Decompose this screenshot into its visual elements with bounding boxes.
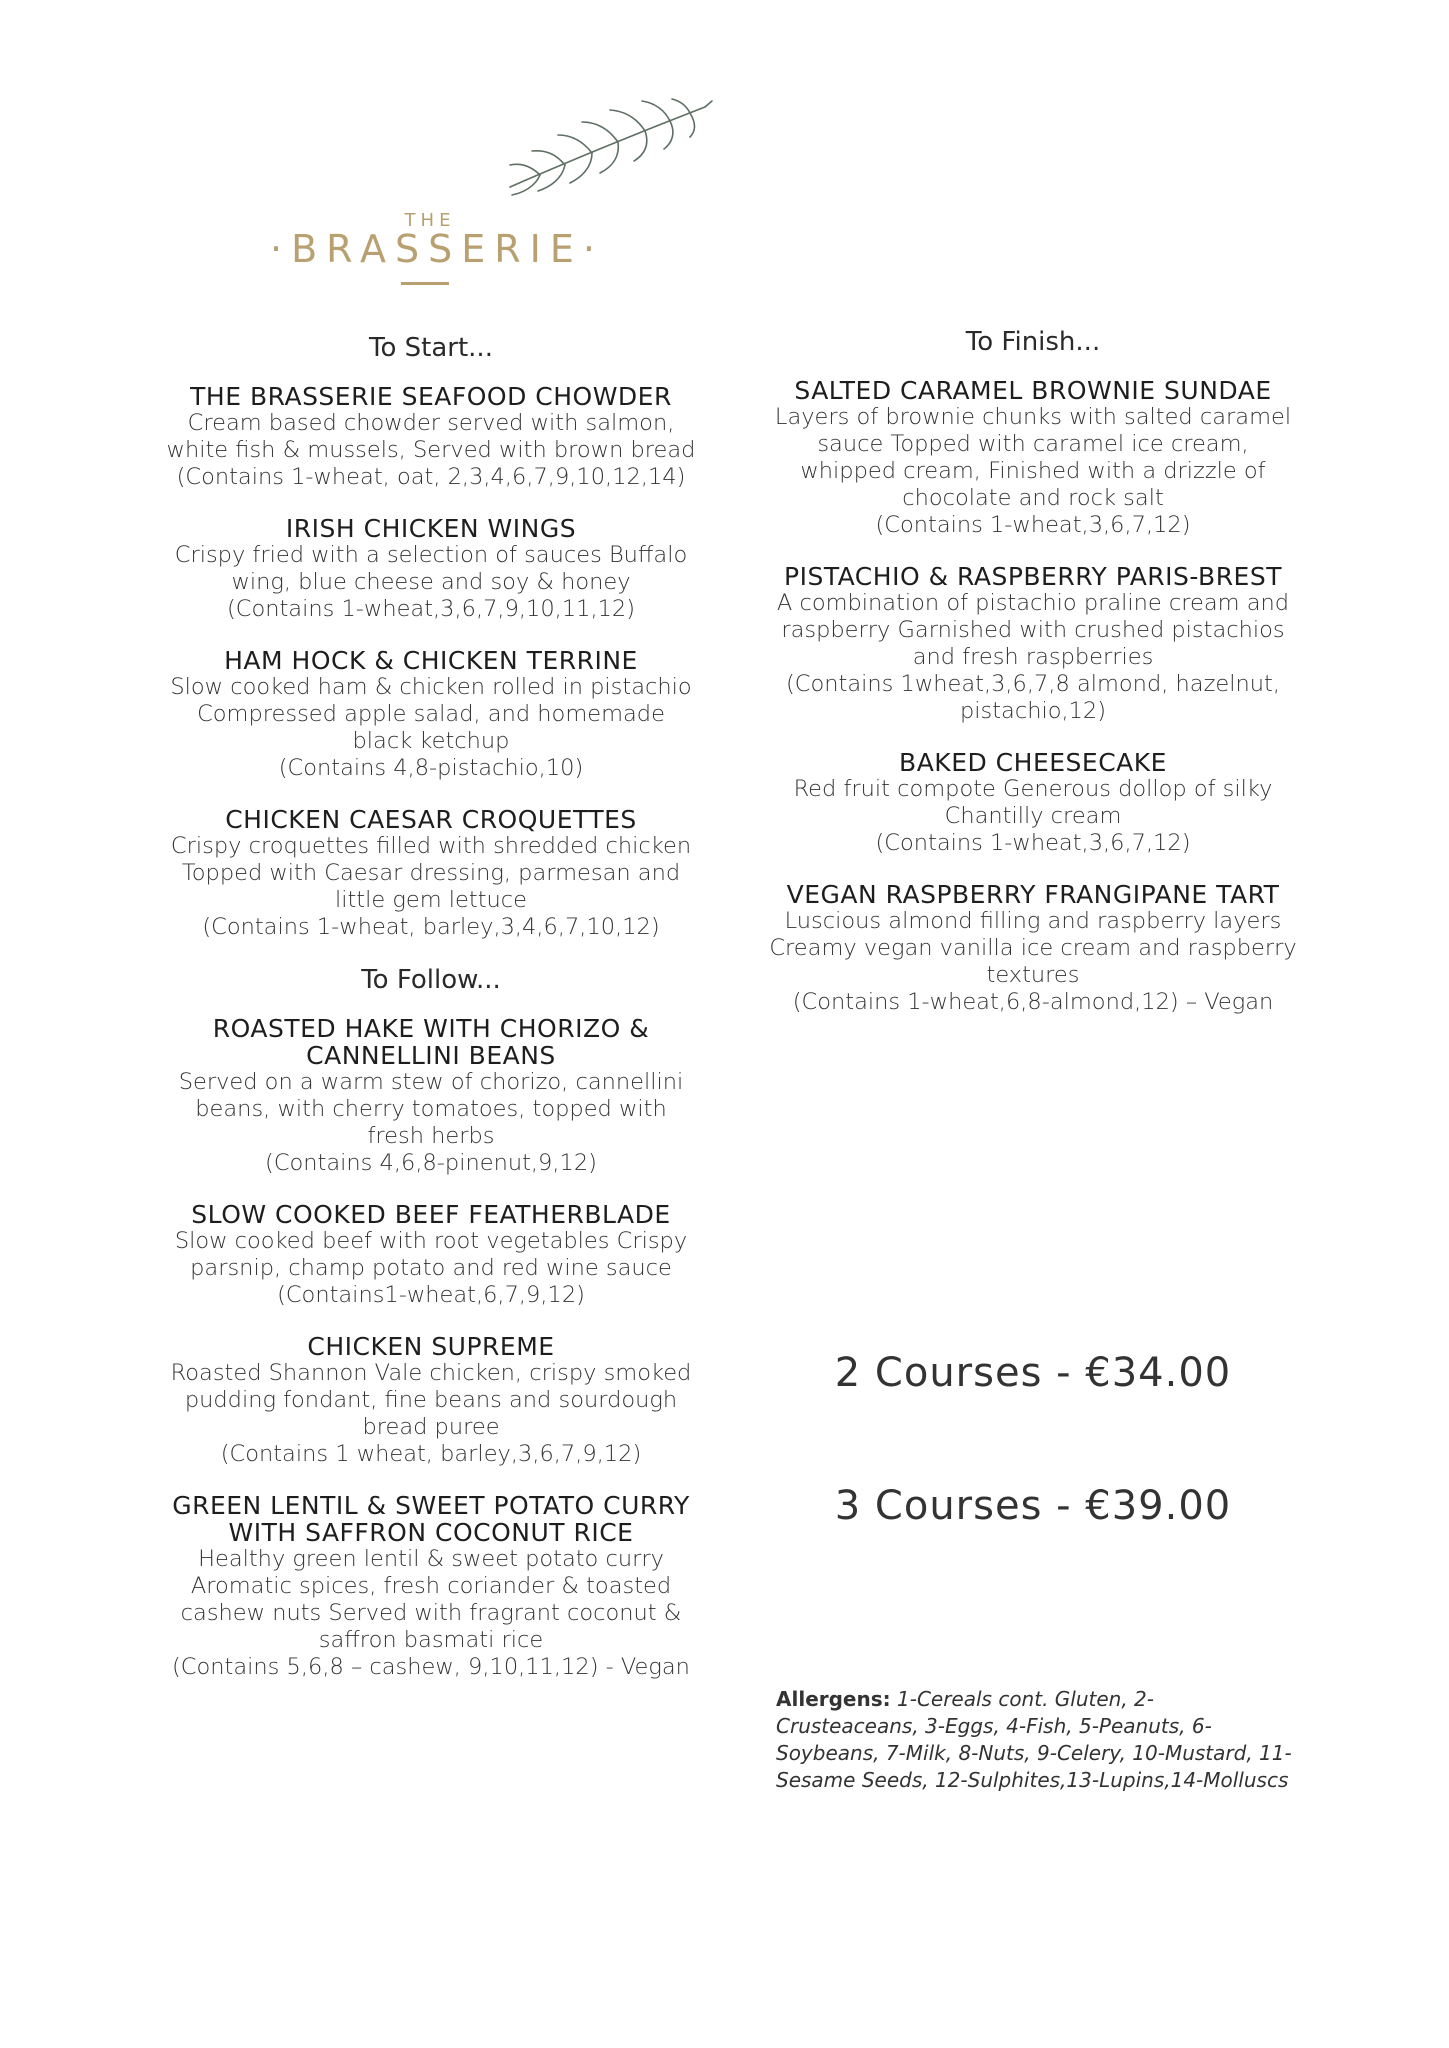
logo-underline bbox=[401, 282, 449, 285]
menu-item bbox=[166, 806, 696, 941]
dish-description: Red fruit compote Generous dollop of silky Chantilly cream bbox=[793, 776, 1273, 829]
dish-description: Luscious almond filling and raspberry layers Creamy vegan vanilla ice cream and raspberry textures bbox=[769, 908, 1297, 988]
left-column bbox=[166, 333, 696, 1705]
right-column bbox=[768, 327, 1298, 1040]
dish-allergens: (Contains 1 wheat, barley,3,6,7,9,12) bbox=[220, 1441, 642, 1467]
dish-name: THE BRASSERIE SEAFOOD CHOWDER bbox=[190, 382, 672, 411]
dish-name: PISTACHIO & RASPBERRY PARIS-BREST bbox=[784, 562, 1282, 591]
menu-item bbox=[768, 377, 1298, 539]
dish-allergens: (Contains 1-wheat,3,6,7,9,10,11,12) bbox=[226, 596, 636, 622]
menu-item bbox=[166, 647, 696, 782]
menu-item bbox=[166, 1333, 696, 1468]
brasserie-logo bbox=[270, 95, 710, 295]
dish-allergens: (Contains 5,6,8 – cashew, 9,10,11,12) - Vegan bbox=[172, 1654, 690, 1680]
logo-the: THE bbox=[404, 210, 456, 231]
dish-description: Slow cooked ham & chicken rolled in pistachio Compressed apple salad, and homemade black ketchup bbox=[170, 674, 692, 754]
dish-allergens: (Contains 4,6,8-pinenut,9,12) bbox=[265, 1150, 597, 1176]
dish-allergens: (Contains 1-wheat, oat, 2,3,4,6,7,9,10,12,14) bbox=[176, 464, 686, 490]
dish-allergens: (Contains 1-wheat, barley,3,4,6,7,10,12) bbox=[202, 914, 660, 940]
olive-sprig-icon bbox=[500, 95, 720, 205]
dish-name: ROASTED HAKE WITH CHORIZO & CANNELLINI BEANS bbox=[212, 1014, 650, 1070]
dish-description: A combination of pistachio praline cream and raspberry Garnished with crushed pistachios and fresh raspberries bbox=[776, 590, 1290, 670]
section-title-finish: To Finish... bbox=[965, 327, 1101, 357]
dish-description: Healthy green lentil & sweet potato curry Aromatic spices, fresh coriander & toasted cashew nuts Served with fragrant coconut & saffron basmati rice bbox=[180, 1546, 682, 1653]
dish-name: BAKED CHEESECAKE bbox=[899, 748, 1167, 777]
price-three-courses: 3 Courses - €39.00 bbox=[834, 1483, 1232, 1529]
menu-item bbox=[166, 515, 696, 623]
dish-description: Layers of brownie chunks with salted caramel sauce Topped with caramel ice cream, whipped cream, Finished with a drizzle of chocolate and rock salt bbox=[774, 404, 1292, 511]
menu-item bbox=[166, 1201, 696, 1309]
dish-allergens: (Contains1-wheat,6,7,9,12) bbox=[277, 1282, 585, 1308]
dish-description: Roasted Shannon Vale chicken, crispy smoked pudding fondant, fine beans and sourdough bread puree bbox=[170, 1360, 692, 1440]
dish-allergens: (Contains 1-wheat,3,6,7,12) bbox=[875, 830, 1191, 856]
dish-name: GREEN LENTIL & SWEET POTATO CURRY WITH SAFFRON COCONUT RICE bbox=[172, 1491, 690, 1547]
dish-name: CHICKEN SUPREME bbox=[307, 1332, 555, 1361]
dish-allergens: (Contains 1-wheat,6,8-almond,12) – Vegan bbox=[792, 989, 1274, 1015]
allergens-key bbox=[776, 1686, 1296, 1794]
dish-description: Slow cooked beef with root vegetables Crispy parsnip, champ potato and red wine sauce bbox=[174, 1228, 688, 1281]
dish-name: VEGAN RASPBERRY FRANGIPANE TART bbox=[786, 880, 1280, 909]
dish-name: SLOW COOKED BEEF FEATHERBLADE bbox=[191, 1200, 671, 1229]
price-two-courses: 2 Courses - €34.00 bbox=[834, 1350, 1232, 1396]
dish-description: Crispy fried with a selection of sauces Buffalo wing, blue cheese and soy & honey bbox=[174, 542, 688, 595]
allergens-label: Allergens: bbox=[776, 1687, 891, 1711]
menu-item bbox=[768, 881, 1298, 1016]
dish-description: Served on a warm stew of chorizo, cannellini beans, with cherry tomatoes, topped with fresh herbs bbox=[178, 1069, 684, 1149]
menu-item bbox=[166, 1015, 696, 1177]
dish-name: CHICKEN CAESAR CROQUETTES bbox=[225, 805, 637, 834]
dish-description: Crispy croquettes filled with shredded chicken Topped with Caesar dressing, parmesan and little gem lettuce bbox=[170, 833, 692, 913]
dish-allergens: (Contains 1wheat,3,6,7,8 almond, hazelnut, pistachio,12) bbox=[786, 671, 1280, 724]
section-title-follow: To Follow... bbox=[361, 965, 501, 995]
menu-item bbox=[166, 1492, 696, 1681]
menu-item bbox=[768, 563, 1298, 725]
menu-item bbox=[166, 383, 696, 491]
dish-allergens: (Contains 4,8-pistachio,10) bbox=[278, 755, 584, 781]
dish-name: HAM HOCK & CHICKEN TERRINE bbox=[224, 646, 638, 675]
dish-name: IRISH CHICKEN WINGS bbox=[285, 514, 577, 543]
dish-name: SALTED CARAMEL BROWNIE SUNDAE bbox=[794, 376, 1272, 405]
menu-item bbox=[768, 749, 1298, 857]
allergens-list: 1-Cereals cont. Gluten, 2-Crusteaceans, 3-Eggs, 4-Fish, 5-Peanuts, 6-Soybeans, 7-Milk, 8-Nuts, 9-Celery, 10-Mustard, 11-Sesame Seeds, 12-Sulphites,13-Lupins,14-Molluscs bbox=[776, 1687, 1292, 1792]
dish-description: Cream based chowder served with salmon, white fish & mussels, Served with brown bread bbox=[166, 410, 696, 463]
logo-name: ·BRASSERIE· bbox=[270, 227, 604, 271]
section-title-start: To Start... bbox=[369, 333, 493, 363]
dish-allergens: (Contains 1-wheat,3,6,7,12) bbox=[875, 512, 1191, 538]
